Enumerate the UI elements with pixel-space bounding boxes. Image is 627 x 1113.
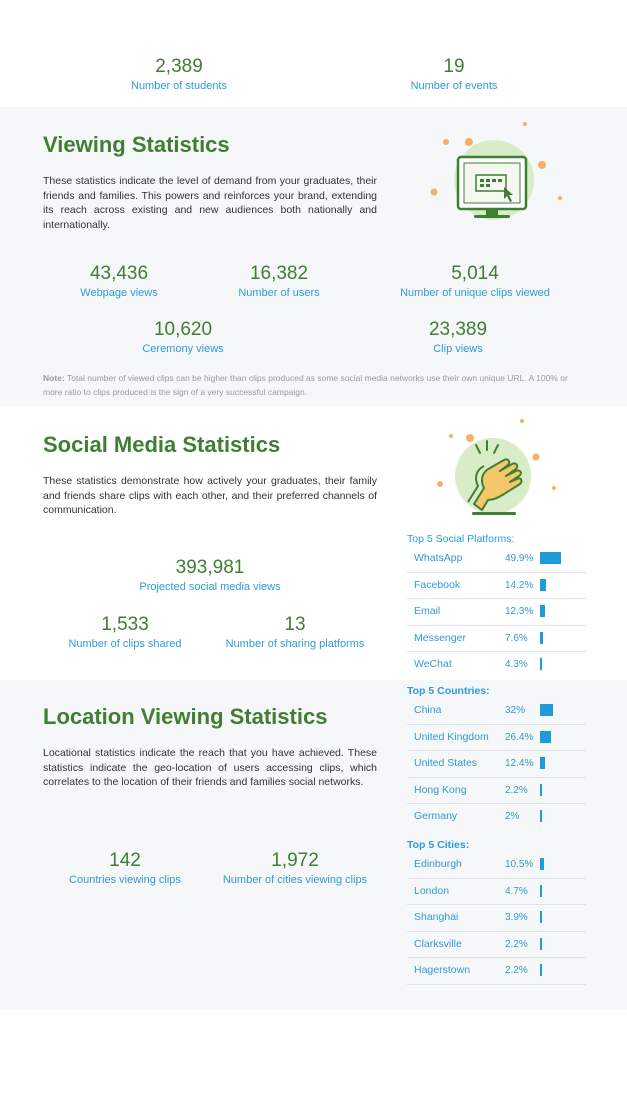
list-item	[407, 879, 586, 906]
social-description: These statistics demonstrate how actively your graduates, their family and friends share clips with each other, and their preferred channels of communication.	[43, 475, 377, 516]
list-item-bar	[540, 784, 542, 796]
events-stat	[404, 56, 504, 93]
cities-stat	[215, 850, 375, 887]
list-item-percent: 14.2%	[505, 579, 534, 591]
list-item-bar	[540, 810, 542, 822]
stat-value: 1,972	[271, 850, 319, 871]
list-item-percent: 7.6%	[505, 632, 528, 644]
sharing-platforms-stat	[220, 614, 370, 651]
list-item	[407, 958, 586, 985]
stat-label: Countries viewing clips	[69, 874, 181, 886]
users-stat	[229, 263, 329, 300]
viewing-description: These statistics indicate the level of demand from your graduates, their friends and families. This powers and reinforces your brand, extending its reach across existing and new audiences both nationally and internationally.	[43, 175, 377, 231]
list-item-name: Edinburgh	[414, 858, 462, 870]
cities-heading: Top 5 Cities:	[407, 839, 470, 851]
list-item	[407, 725, 586, 752]
list-item-percent: 26.4%	[505, 731, 534, 743]
list-item-bar	[540, 964, 542, 976]
list-item-name: Hagerstown	[414, 964, 471, 977]
list-item-percent: 32%	[505, 705, 526, 716]
clapping-hands-icon	[430, 416, 560, 521]
stat-value: 16,382	[249, 263, 309, 284]
note-text: Total number of viewed clips can be higher than clips produced as some social media networks use their own unique URL. A 100% or more ratio to clips produced is the sign of a very successful campaign.	[43, 373, 568, 397]
list-item-percent: 2.2%	[505, 938, 528, 950]
list-item-name: Facebook	[414, 578, 461, 591]
stat-label: Projected social media views	[139, 581, 281, 593]
stat-value: 13	[284, 614, 306, 635]
list-item-name: WhatsApp	[414, 552, 463, 564]
list-item-name: Clarksville	[414, 937, 462, 950]
stat-value: 2,389	[155, 56, 203, 77]
social-platforms-heading: Top 5 Social Platforms:	[407, 533, 515, 545]
list-item	[407, 599, 586, 626]
list-item-bar	[540, 579, 546, 591]
list-item-percent: 4.3%	[505, 659, 528, 671]
students-stat	[129, 56, 229, 93]
list-item-percent: 3.9%	[505, 912, 528, 924]
list-item-name: Messenger	[414, 631, 466, 644]
list-item-name: London	[414, 884, 450, 897]
list-item	[407, 778, 586, 805]
list-item	[407, 698, 586, 725]
list-item	[407, 804, 586, 831]
list-item-bar	[540, 552, 561, 564]
list-item-percent: 12.3%	[505, 606, 534, 618]
note-label: Note:	[43, 373, 65, 383]
list-item	[407, 932, 586, 959]
stat-value: 1,533	[101, 614, 149, 635]
list-item-bar	[540, 938, 542, 950]
list-item-bar	[540, 658, 542, 670]
stat-label: Number of events	[410, 80, 498, 92]
list-item-name: Germany	[414, 810, 458, 823]
ceremony-views-stat	[133, 319, 233, 356]
list-item-bar	[540, 632, 543, 644]
list-item-percent: 2%	[505, 811, 520, 823]
list-item-bar	[540, 757, 545, 769]
list-item-bar	[540, 605, 545, 617]
computer-monitor-icon	[420, 115, 570, 245]
countries-heading: Top 5 Countries:	[407, 685, 490, 697]
viewing-note	[43, 371, 573, 399]
list-item	[407, 905, 586, 932]
social-title: Social Media Statistics	[43, 432, 281, 457]
list-item-bar	[540, 858, 544, 870]
list-item-percent: 49.9%	[505, 553, 534, 564]
list-item-bar	[540, 704, 553, 716]
stat-value: 23,389	[428, 319, 488, 340]
stat-value: 393,981	[175, 557, 245, 578]
list-item	[407, 546, 586, 573]
list-item-percent: 2.2%	[505, 965, 528, 977]
list-item-bar	[540, 885, 542, 897]
list-item-percent: 4.7%	[505, 885, 528, 897]
list-item-name: United States	[414, 757, 478, 770]
list-item-name: Hong Kong	[414, 783, 467, 796]
list-item-bar	[540, 731, 551, 743]
list-item	[407, 751, 586, 778]
webpage-views-stat	[69, 263, 169, 300]
list-item-bar	[540, 911, 542, 923]
list-item-name: Email	[414, 605, 441, 618]
stat-label: Number of clips shared	[68, 638, 182, 650]
list-item-percent: 12.4%	[505, 758, 534, 770]
stat-label: Ceremony views	[142, 343, 224, 355]
stat-label: Number of users	[238, 287, 320, 299]
list-item-name: China	[414, 704, 442, 716]
list-item-name: Shanghai	[414, 911, 459, 924]
unique-clips-stat	[395, 263, 555, 300]
viewing-title: Viewing Statistics	[43, 132, 230, 157]
clip-views-stat	[408, 319, 508, 356]
stat-value: 10,620	[153, 319, 213, 340]
stat-label: Clip views	[433, 343, 483, 355]
countries-stat	[60, 850, 190, 887]
location-description: Locational statistics indicate the reach that you have achieved. These statistics indicate the geo-location of users accessing clips, which correlates to the location of their friends and families social networks.	[43, 747, 377, 788]
stat-value: 5,014	[451, 263, 499, 284]
stat-label: Number of cities viewing clips	[222, 874, 368, 886]
stat-label: Number of students	[131, 80, 227, 92]
list-item	[407, 626, 586, 653]
list-item	[407, 573, 586, 600]
list-item	[407, 852, 586, 879]
location-title: Location Viewing Statistics	[43, 704, 328, 729]
list-item-percent: 10.5%	[505, 859, 534, 870]
clips-shared-stat	[65, 614, 185, 651]
stat-label: Number of unique clips viewed	[400, 287, 550, 299]
list-item-name: WeChat	[414, 658, 452, 671]
stat-label: Number of sharing platforms	[225, 638, 365, 650]
list-item-name: United Kingdom	[414, 730, 489, 743]
stat-value: 142	[109, 850, 141, 871]
list-item-percent: 2.2%	[505, 784, 528, 796]
stat-value: 19	[443, 56, 465, 77]
projected-views-stat	[130, 557, 290, 594]
stat-value: 43,436	[89, 263, 149, 284]
list-item	[407, 652, 586, 679]
stat-label: Webpage views	[80, 287, 158, 299]
